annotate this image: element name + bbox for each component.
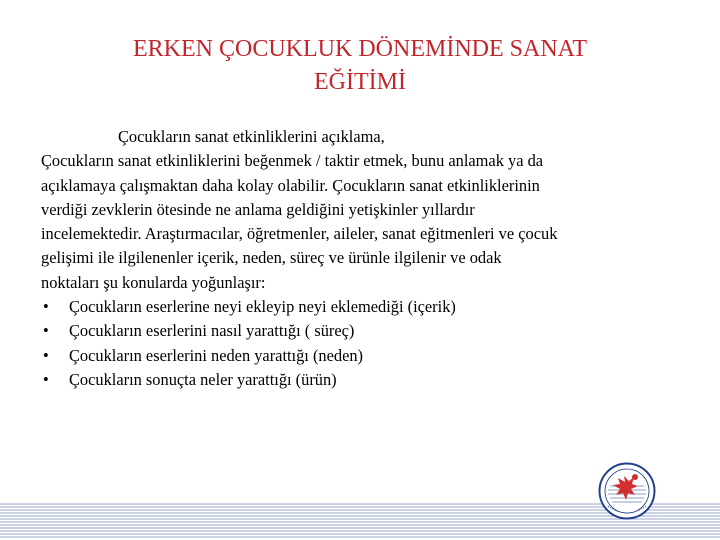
bullet-item <box>41 319 691 343</box>
university-emblem-icon <box>598 462 656 520</box>
slide-title-line: ERKEN ÇOCUKLUK DÖNEMİNDE SANAT <box>133 36 587 62</box>
paragraph-line: Çocukların sanat etkinliklerini açıklama, <box>118 127 385 146</box>
paragraph-line: verdiği zevklerin ötesinde ne anlama geldiğini yetişkinler yıllardır <box>41 199 475 219</box>
bullet-dot: • <box>43 321 49 341</box>
paragraph-line: noktaları şu konularda yoğunlaşır: <box>41 272 266 292</box>
bullet-text: Çocukların eserlerini neden yarattığı (neden) <box>69 345 363 365</box>
bullet-dot: • <box>43 345 49 365</box>
bullet-item <box>41 295 691 319</box>
paragraph-line: incelemektedir. Araştırmacılar, öğretmenler, aileler, sanat eğitmenleri ve çocuk <box>41 224 558 244</box>
bullet-item <box>41 368 691 392</box>
bullet-text: Çocukların sonuçta neler yarattığı (ürün) <box>69 369 337 389</box>
bullet-dot: • <box>43 369 49 389</box>
slide-title-line: EĞİTİMİ <box>314 69 406 95</box>
bullet-text: Çocukların eserlerine neyi ekleyip neyi eklemediği (içerik) <box>69 297 456 317</box>
bullet-list <box>41 295 691 392</box>
bullet-dot: • <box>43 297 49 317</box>
paragraph-line: Çocukların sanat etkinliklerini beğenmek / taktir etmek, bunu anlamak ya da <box>41 151 544 171</box>
slide-title <box>60 33 660 99</box>
paragraph-line: gelişimi ile ilgilenenler içerik, neden, süreç ve ürünle ilgilenir ve odak <box>41 248 502 268</box>
bullet-item <box>41 344 691 368</box>
bullet-text: Çocukların eserlerini nasıl yarattığı ( süreç) <box>69 321 355 341</box>
paragraph-line: açıklamaya çalışmaktan daha kolay olabilir. Çocukların sanat etkinliklerinin <box>41 175 540 195</box>
slide-body <box>41 125 691 392</box>
